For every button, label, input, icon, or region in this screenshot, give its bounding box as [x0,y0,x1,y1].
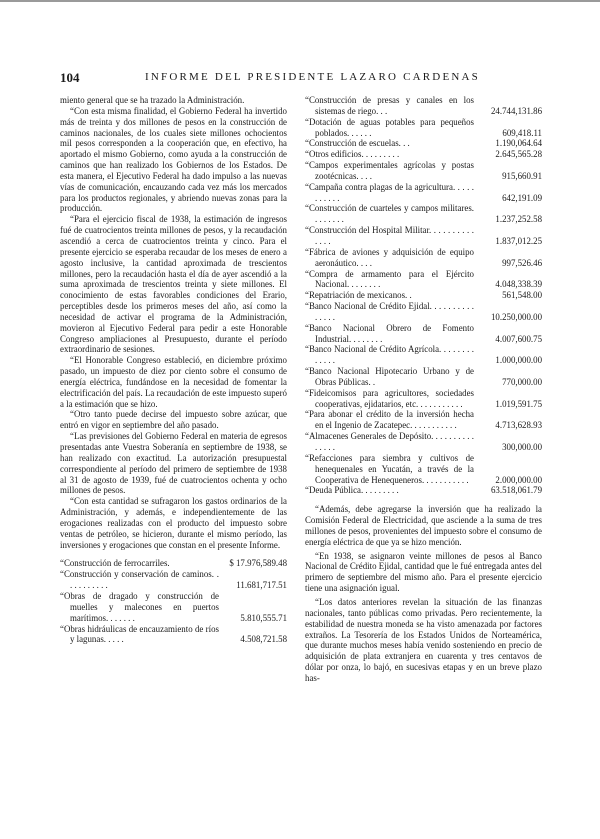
expense-amount: 1.190,064.64 [495,138,542,149]
expense-label: “Banco Nacional Hipotecario Urbano y de Obras Públicas. . [305,366,474,387]
expense-entry [60,591,287,624]
expense-label: “Banco Nacional Obrero de Fomento Industrial. . . . . . . . [305,322,474,344]
expense-label: “Banco Nacional de Crédito Agrícola. . . . . . . . . . . . . [305,344,474,366]
expense-label: “Construcción de presas y canales en los sistemas de riego. . . [305,95,474,116]
paragraph: miento general que se ha trazado la Administración. [60,95,245,105]
expense-label: “Construcción y conservación de caminos. . . . . . . . . . . [60,569,219,591]
expense-entry [305,182,542,204]
expense-amount: 770,000.00 [502,376,542,387]
expense-entry [305,160,542,182]
expense-entry [305,366,542,388]
expense-amount: 915,660.91 [502,170,542,181]
expense-label: “Refacciones para siembra y cultivos de henequenales en Yucatán, a través de la Cooperativa de Henequeneros. . . . . . . . . . . [305,452,474,485]
expense-entry [305,225,542,247]
expense-entry [305,344,542,366]
expense-label: “Construcción del Hospital Militar. . . . . . . . . . . . . . [305,225,474,246]
expense-label: “Compra de armamento para el Ejército Nacional. . . . . . . . [305,268,474,290]
expense-label: “Obras hidráulicas de encauzamiento de ríos y lagunas. . . . . [60,623,219,645]
paragraph: “Con esta cantidad se sufragaron los gastos ordinarios de la Administración, y además, e independientemente de las erogaciones realizadas con el producto del impuesto sobre ventas de petróleo, se hicieron, durante el mismo período, las inversiones y erogaciones que constan en el presente Informe. [60,496,287,550]
expense-entry [305,95,542,117]
expense-entry [305,388,542,410]
paragraph: “El Honorable Congreso estableció, en diciembre próximo pasado, un impuesto de diez por ciento sobre el consumo de energía eléctrica, fundándose en la necesidad de fomentar la electrificación del país. La recaudación de este impuesto superó a la estimación que se hizo. [60,355,287,409]
paragraph: “Las previsiones del Gobierno Federal en materia de egresos presentadas ante Vuestra Soberanía en septiembre de 1938, se han realizado con exactitud. La autorización presupuestal correspondiente al período del primero de septiembre de 1938 al 31 de agosto de 1939, fué de cuatrocientos ochenta y ocho millones de pesos. [60,431,287,496]
page-header [60,70,542,84]
expense-entry [305,485,542,496]
expense-entry [305,138,542,149]
expense-entry [305,431,542,453]
expense-amount: 1.000,000.00 [495,355,542,366]
expense-amount: 4.048,338.39 [495,279,542,290]
expense-amount: 1.837,012.25 [495,235,542,246]
expense-entry [305,117,542,139]
expense-label: “Otros edificios. . . . . . . . . [305,149,400,160]
paragraph: “Otro tanto puede decirse del impuesto sobre azúcar, que entró en vigor en septiembre del año pasado. [60,409,287,431]
expense-list-right [305,95,542,496]
expense-amount: 11.681,717.51 [236,580,287,591]
paragraph: “Para el ejercicio fiscal de 1938, la estimación de ingresos fué de cuatrocientos treinta millones de pesos, y la recaudación ascendió a cerca de cuatrocientos treinta y cinco. Para el presente ejercicio se esperaba recaudar de los meses de enero a agosto inclusive, la cantidad aproximada de trescientos millones, pero la recaudación hasta el día de ayer ascendió a la suma aproximada de trescientos treinta y siete millones. El conocimiento de estas favorables condiciones del Erario, perceptibles desde los primeros meses del año, así como la necesidad de activar el programa de la Administración, movieron al Ejecutivo Federal para pedir a este Honorable Congreso ampliaciones al Presupuesto, durante el período extraordinario de sesiones. [60,214,287,355]
expense-entry [305,409,542,431]
page-number: 104 [60,70,80,85]
expense-entry [305,301,542,323]
expense-entry [305,149,542,160]
expense-entry [60,624,287,646]
expense-label: “Obras de dragado y construcción de muelles y malecones en puertos marítimos. . . . . . . [60,590,219,623]
expense-entry [305,453,542,486]
expense-label: “Fábrica de aviones y adquisición de equipo aeronáutico. . . . [305,246,474,268]
expense-amount: 24.744,131.86 [490,105,542,116]
expense-entry [60,569,287,591]
expense-amount: 642,191.09 [502,192,542,203]
scan-edge-line [0,0,600,2]
paragraph: “Los datos anteriores revelan la situación de las finanzas nacionales, tanto públicas como privadas. Pero recientemente, la estabilidad de nuestra moneda se ha visto amenazada por factores extraños. La Tesorería de los Estados Unidos de Norteamérica, que durante muchos meses había venido sosteniendo en precio de adquisición de plata extranjera en cuarenta y tres centavos de dólar por onza, lo bajó, en sucesivas etapas y en un breve plazo has- [305,596,542,683]
expense-label: “Dotación de aguas potables para pequeños poblados. . . . . . [305,116,474,138]
paragraph: “En 1938, se asignaron veinte millones de pesos al Banco Nacional de Crédito Ejidal, cantidad que le fué entregada antes del primero de septiembre del mismo año. Para el presente ejercicio tiene una asignación igual. [305,550,542,594]
expense-amount: 300,000.00 [502,442,542,452]
expense-amount: 2.000,000.00 [495,474,542,485]
expense-amount: 4.007,600.75 [495,333,542,344]
expense-amount: 609,418.11 [502,127,542,138]
expense-label: “Banco Nacional de Crédito Ejidal. . . . . . . . . . . . . . . [305,301,474,322]
expense-entry [60,558,287,569]
expense-amount: $ 17.976,589.48 [229,558,287,569]
expense-label: “Campos experimentales agrícolas y postas zootécnicas. . . . [305,160,474,181]
expense-entry [305,290,542,301]
running-title: INFORME DEL PRESIDENTE LAZARO CARDENAS [145,71,480,83]
expense-entry [305,247,542,269]
expense-label: “Para abonar el crédito de la inversión hecha en el Ingenio de Zacatepec. . . . . . . . . . . [305,409,474,431]
expense-label: “Deuda Pública. . . . . . . . . [305,485,399,496]
expense-amount: 5.810,555.71 [240,612,287,623]
expense-label: “Construcción de cuarteles y campos militares. . . . . . . . [305,203,474,225]
expense-label: “Campaña contra plagas de la agricultura. . . . . . . . . . . [305,181,474,203]
expense-amount: 2.645,565.28 [495,149,542,160]
expense-amount: 4.508,721.58 [240,634,287,645]
expense-entry [305,269,542,291]
expense-entry [305,323,542,345]
expense-amount: 63.518,061.79 [490,485,542,496]
expense-amount: 1.019,591.75 [495,398,542,409]
expense-label: “Construcción de escuelas. . . [305,138,410,149]
expense-list-left [60,558,287,645]
expense-amount: 1.237,252.58 [495,214,542,225]
right-column [305,95,542,684]
expense-amount: 997,526.46 [502,257,542,268]
paragraph: “Además, debe agregarse la inversión que ha realizado la Comisión Federal de Electricidad, que asciende a la suma de tres millones de pesos, provenientes del impuesto sobre el consumo de energía eléctrica de que ya se hizo mención. [305,504,542,547]
expense-amount: 10.250,000.00 [490,311,542,322]
expense-entry [305,203,542,225]
expense-label: “Almacenes Generales de Depósito. . . . . . . . . . . . . . . [305,431,474,452]
expense-label: “Construcción de ferrocarriles. [60,558,170,569]
expense-label: “Fideicomisos para agricultores, sociedades cooperativas, ejidatarios, etc. . . . . . . . . . . [305,387,474,409]
left-column [60,95,287,645]
expense-amount: 4.713,628.93 [495,420,542,431]
expense-amount: 561,548.00 [502,290,542,301]
expense-label: “Repatriación de mexicanos. . [305,290,412,301]
paragraph: “Con esta misma finalidad, el Gobierno Federal ha invertido más de treinta y dos millones de pesos en la construcción de caminos nacionales, de los cuales siete millones ochocientos mil pesos corresponden a la cooperación que, en efectivo, ha aportado el mismo Gobierno, como ayuda a la construcción de caminos que han realizado los Gobiernos de los Estados. De esta manera, el Ejecutivo Federal ha dado impulso a las nuevas vías de comunicación, encauzando cada vez más los mercados para los productos regionales, y abriendo nuevas zonas para la producción. [60,105,287,214]
